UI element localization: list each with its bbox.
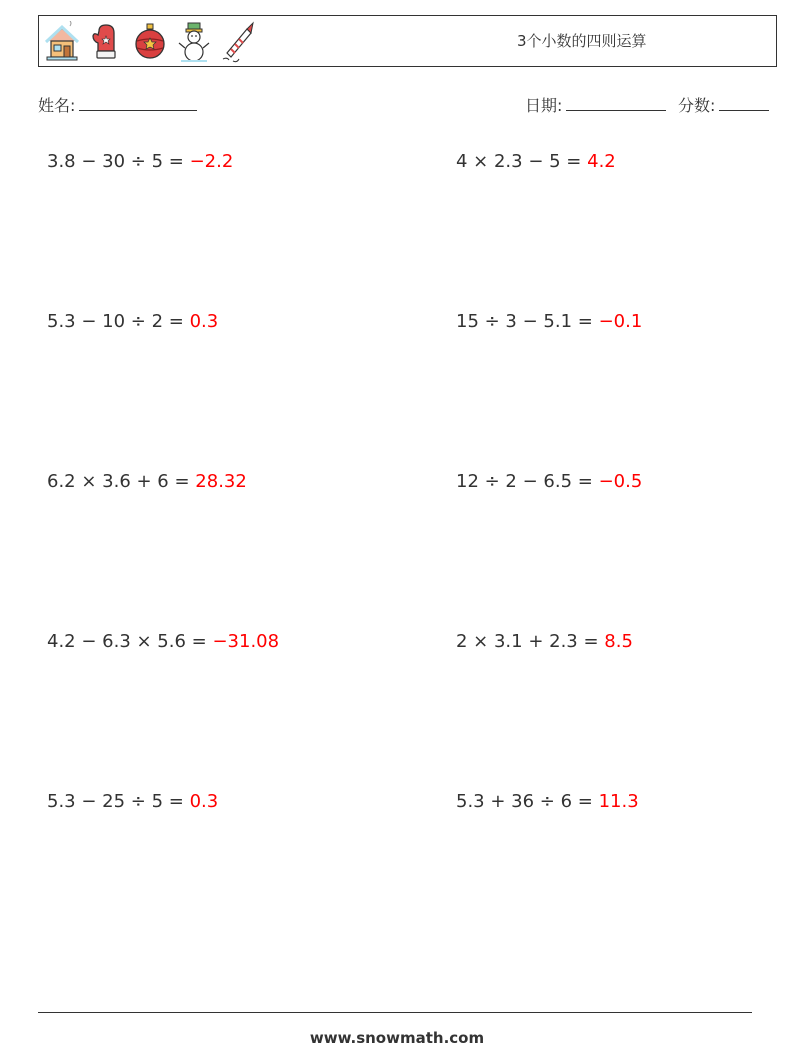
icon-strip [43, 21, 257, 63]
problem-item [456, 791, 639, 812]
footer-divider [38, 1012, 752, 1013]
problem-expression: 5.3 − 25 ÷ 5 = [47, 791, 184, 812]
problem-item [456, 471, 642, 492]
problem-expression: 2 × 3.1 + 2.3 = [456, 631, 599, 652]
problem-answer: 11.3 [598, 791, 639, 812]
date-field [525, 93, 666, 116]
problem-expression: 5.3 + 36 ÷ 6 = [456, 791, 593, 812]
score-field [678, 93, 769, 116]
ornament-icon [131, 21, 169, 63]
problem-answer: 0.3 [189, 311, 219, 332]
problem-item [456, 311, 642, 332]
problem-item [456, 151, 616, 172]
firework-icon [219, 21, 257, 63]
house-icon [43, 21, 81, 63]
problem-expression: 5.3 − 10 ÷ 2 = [47, 311, 184, 332]
footer-url[interactable]: www.snowmath.com [309, 1029, 485, 1047]
problem-item [47, 471, 247, 492]
problem-expression: 4.2 − 6.3 × 5.6 = [47, 631, 207, 652]
name-blank[interactable] [79, 94, 197, 111]
problem-item [47, 151, 233, 172]
header-box [38, 15, 777, 67]
problem-expression: 4 × 2.3 − 5 = [456, 151, 582, 172]
problem-expression: 6.2 × 3.6 + 6 = [47, 471, 190, 492]
problem-answer: 0.3 [189, 791, 219, 812]
problem-expression: 3.8 − 30 ÷ 5 = [47, 151, 184, 172]
name-label: 姓名: [38, 96, 76, 115]
score-label: 分数: [678, 96, 716, 115]
problem-answer: −0.1 [598, 311, 643, 332]
problem-item [47, 311, 218, 332]
problem-expression: 12 ÷ 2 − 6.5 = [456, 471, 593, 492]
problem-answer: −2.2 [189, 151, 234, 172]
problem-answer: −31.08 [212, 631, 280, 652]
date-blank[interactable] [566, 94, 666, 111]
date-label: 日期: [525, 96, 563, 115]
score-blank[interactable] [719, 94, 769, 111]
problem-item [47, 791, 218, 812]
problem-answer: −0.5 [598, 471, 643, 492]
problem-item [47, 631, 279, 652]
problem-answer: 4.2 [587, 151, 616, 172]
name-field [38, 93, 197, 116]
mitten-icon [87, 21, 125, 63]
worksheet-title: 3个小数的四则运算 [517, 32, 647, 50]
snowman-icon [175, 21, 213, 63]
problem-expression: 15 ÷ 3 − 5.1 = [456, 311, 593, 332]
problem-answer: 8.5 [604, 631, 633, 652]
problem-answer: 28.32 [195, 471, 247, 492]
problem-item [456, 631, 633, 652]
